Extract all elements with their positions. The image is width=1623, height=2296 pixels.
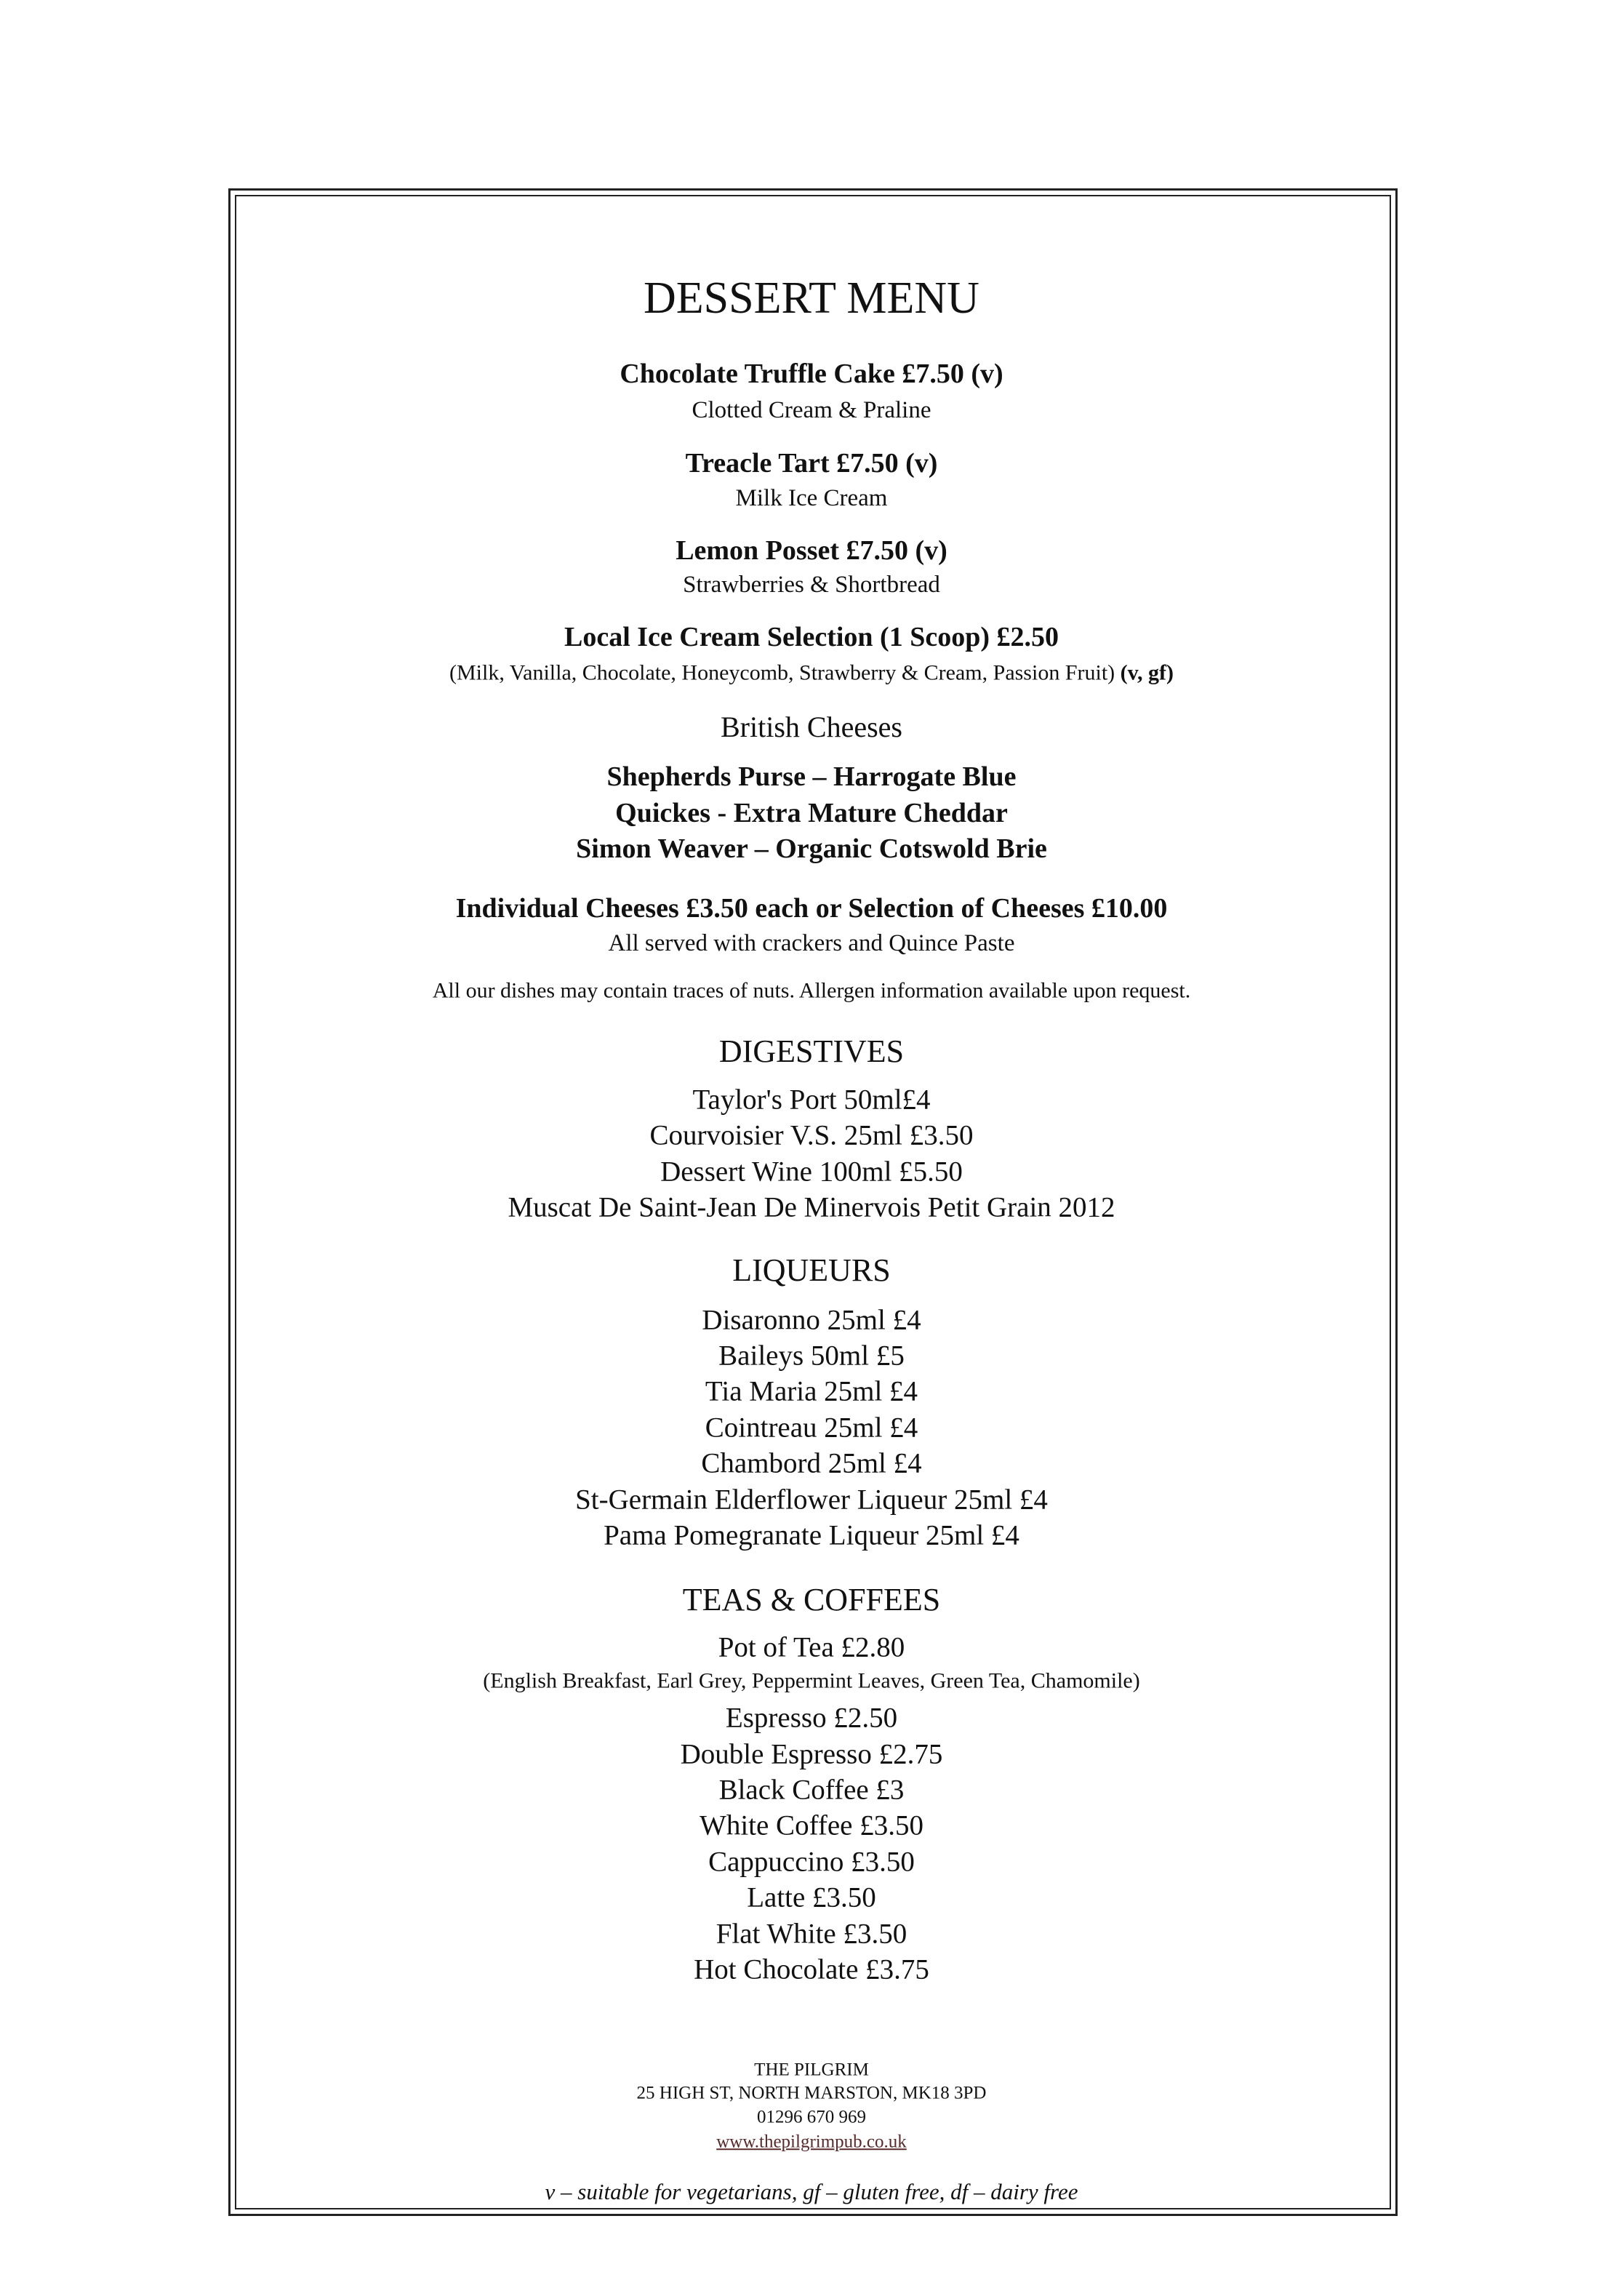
cheese-item: Simon Weaver – Organic Cotswold Brie [576,833,1047,865]
pub-address: 25 HIGH ST, NORTH MARSTON, MK18 3PD [636,2083,987,2103]
liqueur-item: Pama Pomegranate Liqueur 25ml £4 [604,1519,1019,1551]
digestive-item: Dessert Wine 100ml £5.50 [660,1156,963,1188]
coffee-item: Black Coffee £3 [718,1774,905,1806]
dietary-legend: v – suitable for vegetarians, gf – gluten free, df – dairy free [545,2178,1078,2204]
dessert-desc: Milk Ice Cream [735,484,888,511]
dessert-item: Local Ice Cream Selection (1 Scoop) £2.50 [564,622,1059,653]
digestive-item: Muscat De Saint-Jean De Minervois Petit Grain 2012 [508,1191,1115,1223]
digestive-item: Taylor's Port 50ml£4 [692,1084,931,1116]
coffee-item: Flat White £3.50 [716,1918,907,1950]
cheese-item: Shepherds Purse – Harrogate Blue [606,761,1017,793]
allergen-note: All our dishes may contain traces of nuts. Allergen information available upon request. [432,978,1191,1003]
liqueur-item: Baileys 50ml £5 [718,1340,905,1372]
website-row [0,2132,1623,2152]
liqueur-item: Cointreau 25ml £4 [705,1412,918,1444]
digestive-item: Courvoisier V.S. 25ml £3.50 [649,1119,974,1151]
cheese-price: Individual Cheeses £3.50 each or Selection of Cheeses £10.00 [455,893,1168,924]
coffee-item: White Coffee £3.50 [700,1809,923,1841]
cheese-item: Quickes - Extra Mature Cheddar [615,798,1008,829]
tea-item: Pot of Tea £2.80 [718,1631,905,1663]
pub-name: THE PILGRIM [754,2060,869,2080]
page-title: DESSERT MENU [644,273,979,323]
coffee-item: Hot Chocolate £3.75 [694,1953,929,1985]
cheese-served: All served with crackers and Quince Paste [608,929,1015,956]
dessert-item: Lemon Posset £7.50 (v) [676,535,947,567]
teas-heading: TEAS & COFFEES [682,1581,941,1617]
tea-varieties: (English Breakfast, Earl Grey, Peppermint Leaves, Green Tea, Chamomile) [483,1668,1140,1693]
dessert-desc: Clotted Cream & Praline [692,396,931,423]
liqueur-item: St-Germain Elderflower Liqueur 25ml £4 [575,1484,1048,1516]
dessert-desc: Strawberries & Shortbread [683,571,940,598]
liqueur-item: Chambord 25ml £4 [701,1447,922,1479]
coffee-item: Cappuccino £3.50 [708,1846,915,1878]
pub-phone: 01296 670 969 [757,2107,866,2127]
liqueurs-heading: LIQUEURS [732,1252,891,1288]
dessert-desc [0,661,1623,685]
coffee-item: Double Espresso £2.75 [680,1738,943,1770]
ice-cream-flavours: (Milk, Vanilla, Chocolate, Honeycomb, Strawberry & Cream, Passion Fruit) [449,660,1115,685]
coffee-item: Espresso £2.50 [725,1702,898,1734]
liqueur-item: Tia Maria 25ml £4 [705,1375,918,1407]
dessert-item: Chocolate Truffle Cake £7.50 (v) [620,359,1003,390]
website-link[interactable]: www.thepilgrimpub.co.uk [716,2132,907,2152]
coffee-item: Latte £3.50 [747,1881,876,1913]
dietary-tag: (v, gf) [1120,660,1174,685]
liqueur-item: Disaronno 25ml £4 [702,1304,921,1336]
dessert-item: Treacle Tart £7.50 (v) [685,448,938,479]
cheeses-heading: British Cheeses [721,711,902,743]
digestives-heading: DIGESTIVES [718,1033,905,1069]
